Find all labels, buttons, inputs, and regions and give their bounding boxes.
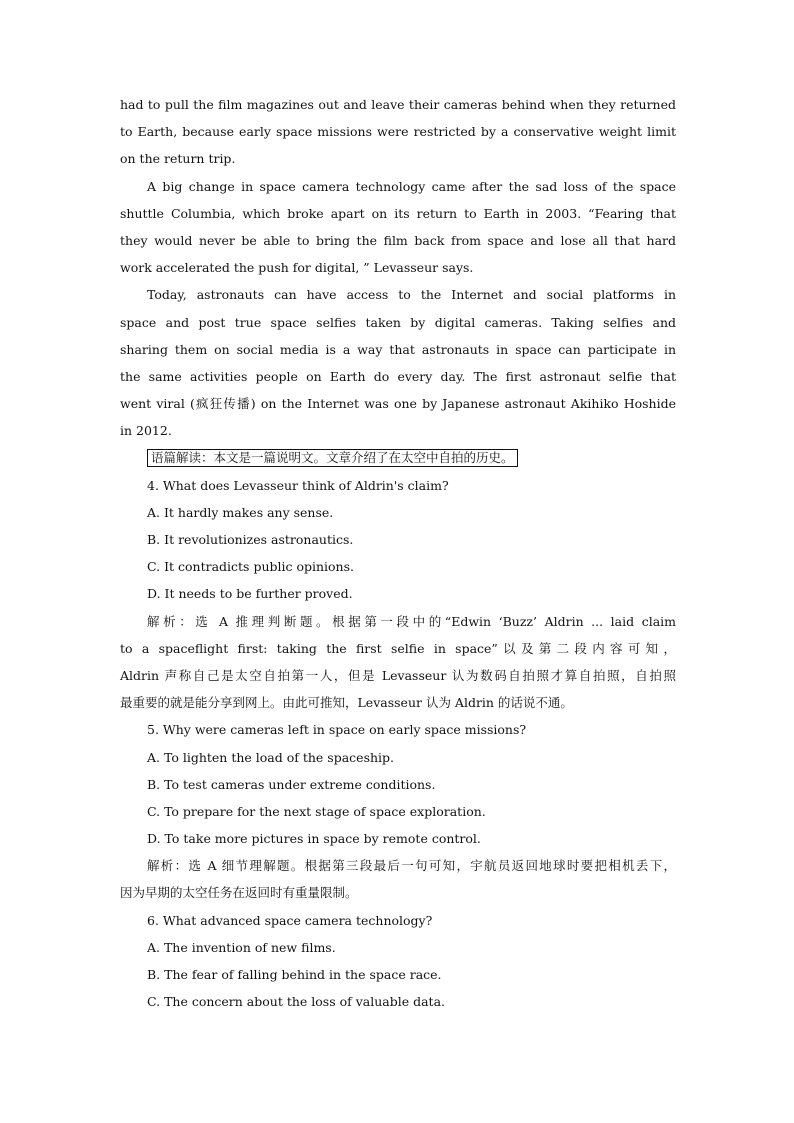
text-line: work accelerated the push for digital, ” Levasseur says. <box>120 260 474 276</box>
analysis-line: 解析：选 A 细节理解题。根据第三段最后一句可知，宇航员返回地球时要把相机丢下， <box>147 858 676 874</box>
text-line: they would never be able to bring the film back from space and lose all that hard <box>120 232 676 248</box>
document-page <box>120 91 676 1015</box>
answer-option: D. To take more pictures in space by remote control. <box>147 831 481 847</box>
passage-paragraph-1 <box>120 91 676 173</box>
analysis-line: 解析：选 A 推理判断题。根据第一段中的“Edwin ‘Buzz’ Aldrin ... laid claim <box>147 613 676 629</box>
text-line: A big change in space camera technology came after the sad loss of the space <box>147 178 676 194</box>
answer-option: C. To prepare for the next stage of space exploration. <box>147 803 486 819</box>
answer-option: D. It needs to be further proved. <box>147 586 353 602</box>
analysis-5 <box>120 852 676 906</box>
question-text: 6. What advanced space camera technology? <box>147 912 433 928</box>
analysis-line: Aldrin 声称自己是太空自拍第一人，但是 Levasseur 认为数码自拍照才算自拍照，自拍照 <box>120 667 676 683</box>
analysis-line: to a spaceflight first: taking the first selfie in space”以及第二段内容可知， <box>120 640 676 656</box>
passage-paragraph-3 <box>120 281 676 444</box>
answer-option: A. To lighten the load of the spaceship. <box>147 749 395 765</box>
text-line: had to pull the film magazines out and leave their cameras behind when they returned <box>120 97 676 112</box>
question-4 <box>120 472 676 717</box>
question-6 <box>120 907 676 1016</box>
text-line: space and post true space selfies taken by digital cameras. Taking selfies and <box>120 314 676 330</box>
text-line: went viral (疯狂传播) on the Internet was one by Japanese astronaut Akihiko Hoshide <box>120 396 676 412</box>
question-5 <box>120 716 676 906</box>
text-line: shuttle Columbia, which broke apart on its return to Earth in 2003. “Fearing that <box>120 205 676 221</box>
analysis-4 <box>120 608 676 717</box>
answer-option: C. It contradicts public opinions. <box>147 559 355 575</box>
passage-paragraph-2 <box>120 173 676 282</box>
analysis-line: 最重要的就是能分享到网上。由此可推知，Levasseur 认为 Aldrin 的话说不通。 <box>120 695 573 711</box>
answer-option: B. The fear of falling behind in the space race. <box>147 967 442 982</box>
text-line: on the return trip. <box>120 151 236 167</box>
answer-option: A. It hardly makes any sense. <box>147 504 334 520</box>
answer-option: C. The concern about the loss of valuable data. <box>147 994 446 1010</box>
answer-option: B. To test cameras under extreme conditions. <box>147 776 436 792</box>
summary-row <box>120 444 676 471</box>
text-line: the same activities people on Earth do every day. The first astronaut selfie that <box>120 368 676 384</box>
question-text: 5. Why were cameras left in space on early space missions? <box>147 722 527 738</box>
answer-option: A. The invention of new films. <box>147 939 336 955</box>
text-line: to Earth, because early space missions were restricted by a conservative weight limit <box>120 124 676 140</box>
passage-summary-box: 语篇解读：本文是一篇说明文。文章介绍了在太空中自拍的历史。 <box>147 449 518 467</box>
analysis-line: 因为早期的太空任务在返回时有重量限制。 <box>120 885 358 901</box>
text-line: in 2012. <box>120 423 172 439</box>
answer-option: B. It revolutionizes astronautics. <box>147 532 354 547</box>
question-text: 4. What does Levasseur think of Aldrin's claim? <box>147 477 449 493</box>
text-line: sharing them on social media is a way that astronauts in space can participate in <box>120 341 676 357</box>
text-line: Today, astronauts can have access to the Internet and social platforms in <box>147 287 676 303</box>
